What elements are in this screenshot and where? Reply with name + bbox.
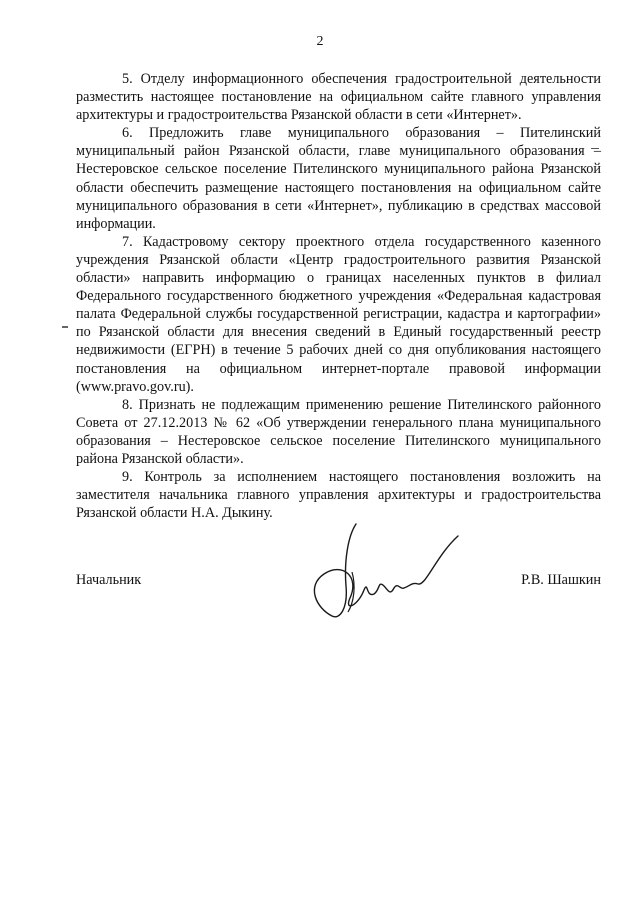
paragraph-9: 9. Контроль за исполнением настоящего постановления возложить на заместителя начальника главного управления архитектуры и градостроительства Рязанской области Н.А. Дыкину. (76, 469, 601, 522)
paragraph-6: 6. Предложить главе муниципального образования – Пителинский муниципальный район Рязанской области, главе муниципального образования – Нестеровское сельское поселение Пителинского муниципального района Рязанской области обеспечить размещение настоящего постановления на официальном сайте муниципального образования в сети «Интернет», публикацию в средствах массовой информации. (76, 125, 601, 232)
paragraph-7: 7. Кадастровому сектору проектного отдела государственного казенного учреждения Рязанской области «Центр градостроительного развития Рязанской области» направить информацию о границах населенных пунктов в филиал Федерального государственного бюджетного учреждения «Федеральная кадастровая палата Федеральной службы государственной регистрации, кадастра и картографии» по Рязанской области для внесения сведений в Единый государственный реестр недвижимости (ЕГРН) в течение 5 рабочих дней со дня опубликования настоящего постановления на официальном интернет-портале правовой информации (www.pravo.gov.ru). (76, 233, 601, 395)
signatory-title: Начальник (76, 572, 142, 588)
signatory-name: Р.В. Шашкин (521, 572, 601, 588)
paragraph-5: 5. Отделу информационного обеспечения градостроительной деятельности разместить настоящее постановление на официальном сайте главного управления архитектуры и градостроительства Рязанской области в сети «Интернет». (76, 71, 601, 124)
page-number: 2 (316, 34, 324, 49)
paragraph-8: 8. Признать не подлежащим применению решение Пителинского районного Совета от 27.12.2013 № 62 «Об утверждении генерального плана муниципального образования – Нестеровское сельское поселение Пителинского муниципального района Рязанской области». (76, 396, 601, 467)
document-body (76, 70, 601, 522)
handwritten-signature (286, 516, 466, 626)
margin-tick-mark (62, 326, 68, 328)
